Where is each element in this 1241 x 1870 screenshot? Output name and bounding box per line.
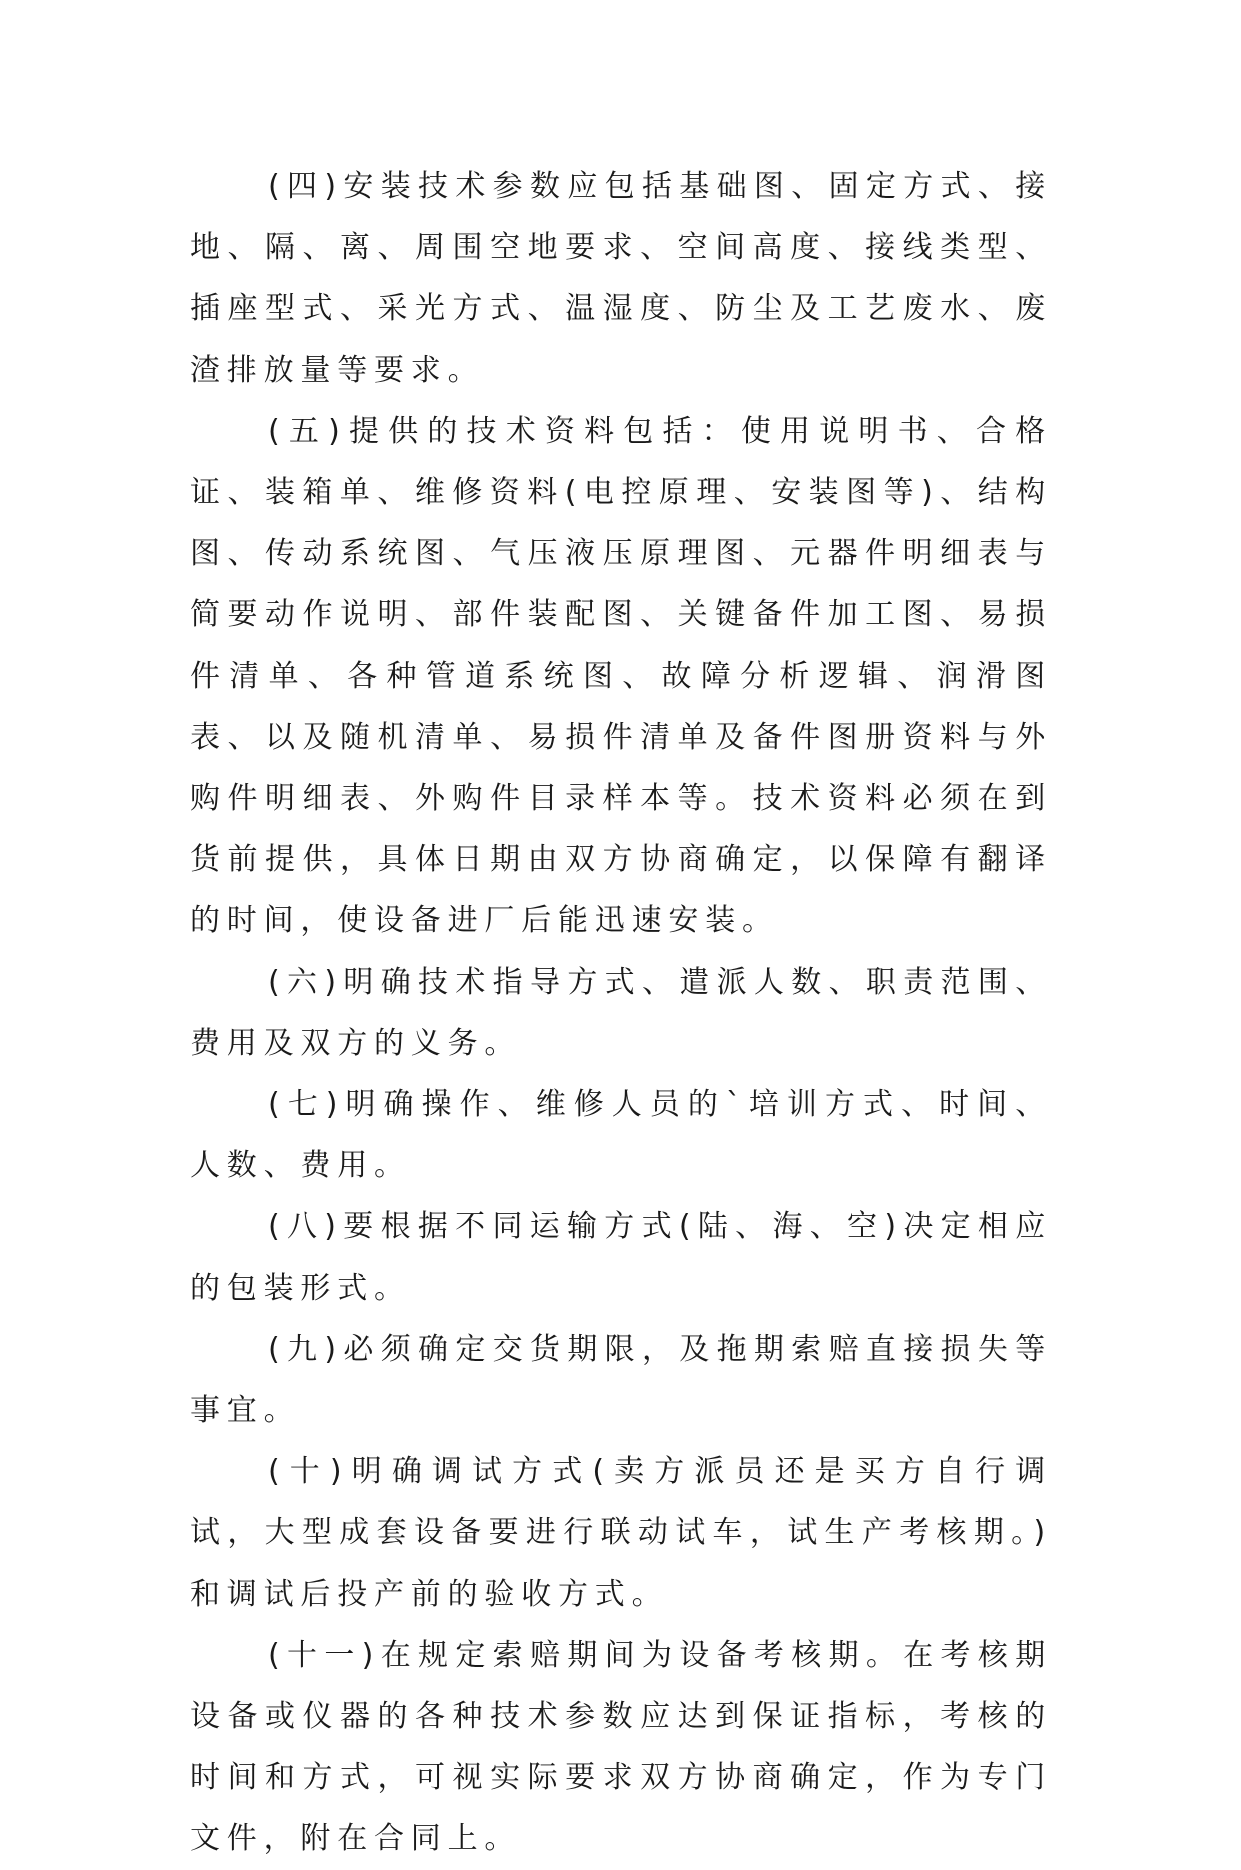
paragraph-technical-guidance: (六)明确技术指导方式、遣派人数、职责范围、费用及双方的义务。 <box>190 964 1052 1061</box>
paragraph-commissioning: (十)明确调试方式(卖方派员还是买方自行调试，大型成套设备要进行联动试车，试生产考核期。)和调试后投产前的验收方式。 <box>190 1454 1052 1612</box>
document-body <box>190 156 1052 1870</box>
paragraph-delivery-deadline: (九)必须确定交货期限，及拖期索赔直接损失等事宜。 <box>190 1331 1052 1429</box>
paragraph-training: (七)明确操作、维修人员的`培训方式、时间、人数、费用。 <box>190 1087 1052 1184</box>
paragraph-technical-documents: (五)提供的技术资料包括：使用说明书、合格证、装箱单、维修资料(电控原理、安装图等)、结构图、传动系统图、气压液压原理图、元器件明细表与简要动作说明、部件装配图、关键备件加工图、易损件清单、各种管道系统图、故障分析逻辑、润滑图表、以及随机清单、易损件清单及备件图册资料与外购件明细表、外购件目录样本等。技术资料必须在到货前提供，具体日期由双方协商确定，以保障有翻译的时间，使设备进厂后能迅速安装。 <box>190 413 1052 939</box>
paragraph-packaging: (八)要根据不同运输方式(陆、海、空)决定相应的包装形式。 <box>190 1209 1052 1306</box>
paragraph-assessment-period: (十一)在规定索赔期间为设备考核期。在考核期设备或仪器的各种技术参数应达到保证指标，考核的时间和方式，可视实际要求双方协商确定，作为专门文件，附在合同上。 <box>190 1637 1052 1857</box>
paragraph-installation-parameters: (四)安装技术参数应包括基础图、固定方式、接地、隔、离、周围空地要求、空间高度、接线类型、插座型式、采光方式、温湿度、防尘及工艺废水、废渣排放量等要求。 <box>190 169 1052 388</box>
